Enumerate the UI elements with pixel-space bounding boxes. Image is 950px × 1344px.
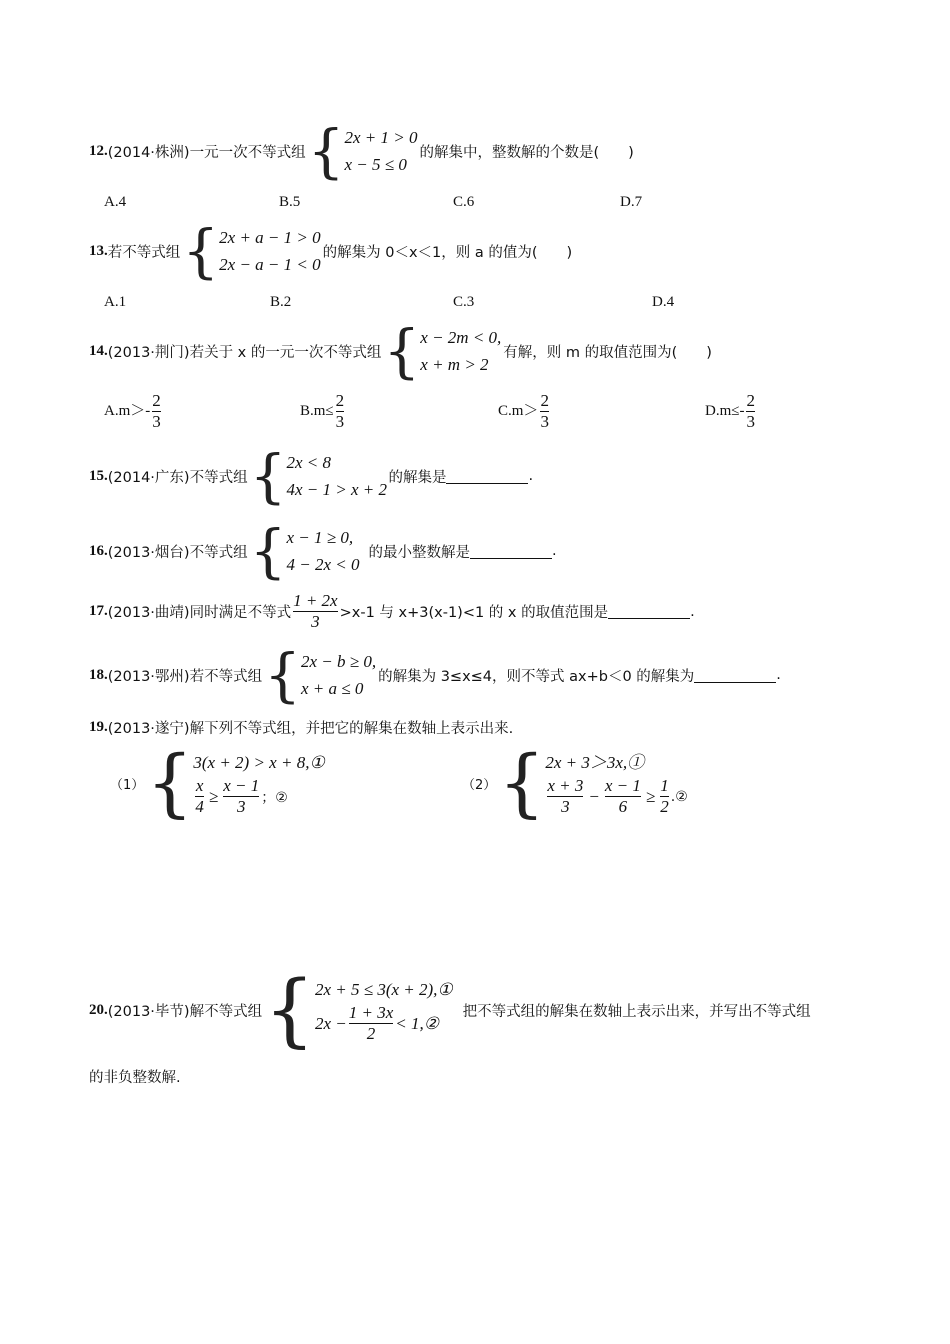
question-suffix: 有解，则 m 的取值范围为( ) bbox=[503, 344, 712, 361]
fraction-denominator: 3 bbox=[540, 412, 549, 431]
question-19 bbox=[89, 717, 513, 738]
answer-blank[interactable] bbox=[470, 544, 552, 559]
question-prefix: (2013·毕节)解不等式组 bbox=[107, 1003, 263, 1020]
option-c: C.3 bbox=[453, 294, 475, 310]
option-d: D.7 bbox=[620, 194, 643, 210]
q19-part-2 bbox=[462, 740, 690, 826]
question-number: 13. bbox=[89, 242, 108, 259]
brace-icon: { bbox=[249, 517, 287, 585]
fraction-denominator: 3 bbox=[236, 797, 246, 816]
inequality-system bbox=[383, 317, 502, 385]
option-a: A.1 bbox=[104, 294, 127, 310]
brace-icon: { bbox=[249, 442, 287, 510]
option-a bbox=[104, 391, 163, 432]
question-number: 17. bbox=[89, 603, 108, 619]
answer-blank[interactable] bbox=[694, 668, 776, 683]
fraction-numerator: 2 bbox=[540, 391, 549, 410]
question-suffix: 的解集是 bbox=[388, 469, 447, 486]
system-line: 4 − 2x < 0 bbox=[286, 555, 360, 574]
question-number: 18. bbox=[89, 666, 108, 683]
inequality-system bbox=[249, 517, 367, 585]
option-b: B.5 bbox=[279, 194, 301, 210]
fraction-numerator: 1 bbox=[660, 776, 669, 795]
fraction-denominator: 3 bbox=[152, 412, 161, 431]
fraction-numerator: x bbox=[195, 776, 204, 795]
operator: ≥ bbox=[645, 786, 656, 806]
fraction-numerator: x − 1 bbox=[223, 776, 260, 795]
option-b bbox=[300, 391, 346, 432]
inequality-system bbox=[146, 740, 325, 826]
option-label: A.m＞- bbox=[104, 402, 151, 419]
question-prefix: (2013·荆门)若关于 x 的一元一次不等式组 bbox=[107, 344, 382, 361]
fraction-numerator: 2 bbox=[335, 391, 345, 410]
answer-blank[interactable] bbox=[446, 469, 528, 484]
option-d bbox=[705, 391, 757, 432]
inequality-system bbox=[264, 963, 453, 1056]
fraction-numerator: x + 3 bbox=[547, 776, 584, 795]
question-number: 16. bbox=[89, 542, 108, 559]
question-suffix: 的解集为 3≤x≤4，则不等式 ax+b＜0 的解集为 bbox=[378, 668, 695, 685]
option-a: A.4 bbox=[104, 194, 127, 210]
period: . bbox=[776, 667, 781, 683]
question-number: 15. bbox=[89, 467, 108, 484]
fraction-denominator: 3 bbox=[335, 412, 345, 431]
question-prefix: (2013·曲靖)同时满足不等式 bbox=[107, 605, 292, 621]
q19-part-1 bbox=[110, 740, 327, 826]
circled-number: ；② bbox=[261, 789, 288, 806]
fraction-denominator: 3 bbox=[746, 412, 755, 431]
fraction-denominator: 6 bbox=[618, 797, 628, 816]
system-line bbox=[193, 776, 324, 817]
inequality-system bbox=[182, 217, 321, 285]
question-17 bbox=[89, 591, 695, 632]
fraction-denominator: 2 bbox=[660, 797, 669, 816]
option-label: C.m＞ bbox=[498, 402, 539, 419]
question-suffix: 的解集为 0＜x＜1，则 a 的值为( ) bbox=[322, 244, 573, 261]
period: . bbox=[528, 468, 534, 484]
question-prefix: (2013·鄂州)若不等式组 bbox=[107, 668, 263, 685]
question-14 bbox=[89, 317, 712, 385]
question-prefix: (2013·烟台)不等式组 bbox=[107, 544, 248, 561]
expression-part: 2x − bbox=[314, 1013, 347, 1033]
question-suffix: >x-1 与 x+3(x-1)<1 的 x 的取值范围是 bbox=[339, 605, 609, 621]
system-line: 2x − b ≥ 0, bbox=[300, 652, 377, 671]
system-line: 2x − a − 1 < 0 bbox=[219, 255, 321, 274]
fraction-numerator: 1 + 2x bbox=[293, 591, 338, 610]
option-d: D.4 bbox=[652, 294, 675, 310]
question-suffix: 的最小整数解是 bbox=[368, 544, 470, 561]
option-c bbox=[498, 391, 551, 432]
brace-icon: { bbox=[307, 117, 345, 185]
system-line: x + m > 2 bbox=[420, 355, 489, 374]
option-label: D.m≤- bbox=[705, 402, 745, 419]
question-12 bbox=[89, 117, 634, 185]
question-suffix: 的解集中，整数解的个数是( ) bbox=[419, 144, 634, 161]
expression-part: < 1,② bbox=[395, 1013, 440, 1033]
fraction-numerator: 2 bbox=[746, 391, 755, 410]
operator: ≥ bbox=[208, 786, 219, 806]
question-16 bbox=[89, 517, 557, 585]
system-line: x − 2m < 0, bbox=[420, 328, 502, 347]
question-13 bbox=[89, 217, 573, 285]
period: . bbox=[551, 543, 557, 559]
question-15 bbox=[89, 442, 534, 510]
system-line bbox=[545, 776, 687, 817]
question-number: 19. bbox=[89, 719, 108, 735]
question-text: (2013·遂宁)解下列不等式组，并把它的解集在数轴上表示出来. bbox=[107, 721, 514, 737]
brace-icon: { bbox=[383, 317, 421, 385]
question-number: 20. bbox=[89, 1001, 108, 1018]
fraction-denominator: 2 bbox=[366, 1024, 376, 1043]
option-label: B.m≤ bbox=[300, 402, 334, 419]
inequality-system bbox=[498, 740, 688, 826]
option-c: C.6 bbox=[453, 194, 475, 210]
fraction bbox=[293, 591, 338, 632]
system-line: 3(x + 2) > x + 8,① bbox=[193, 753, 325, 772]
inequality-system bbox=[249, 442, 387, 510]
answer-blank[interactable] bbox=[608, 604, 690, 619]
question-18 bbox=[89, 641, 781, 709]
question-suffix: 把不等式组的解集在数轴上表示出来，并写出不等式组 bbox=[462, 1003, 811, 1020]
brace-icon: { bbox=[146, 740, 194, 826]
system-line: x − 1 ≥ 0, bbox=[286, 528, 354, 547]
question-prefix: 若不等式组 bbox=[107, 244, 181, 261]
system-line: 2x + 3＞3x,① bbox=[545, 753, 645, 772]
question-prefix: (2014·广东)不等式组 bbox=[107, 469, 248, 486]
inequality-system bbox=[264, 641, 377, 709]
question-number: 12. bbox=[89, 142, 108, 159]
system-line: 2x + 1 > 0 bbox=[344, 128, 418, 147]
question-prefix: (2014·株洲)一元一次不等式组 bbox=[107, 144, 306, 161]
operator: − bbox=[588, 786, 600, 806]
fraction-denominator: 4 bbox=[195, 797, 204, 816]
part-label: （1） bbox=[110, 777, 145, 793]
system-line: 2x + 5 ≤ 3(x + 2),① bbox=[314, 980, 453, 999]
circled-number: .② bbox=[670, 788, 688, 805]
system-line: 2x < 8 bbox=[286, 453, 332, 472]
system-line bbox=[315, 1003, 453, 1044]
period: . bbox=[690, 603, 695, 620]
question-continuation: 的非负整数解. bbox=[89, 1070, 181, 1086]
part-label: （2） bbox=[462, 777, 497, 793]
question-number: 14. bbox=[89, 342, 108, 359]
system-line: 2x + a − 1 > 0 bbox=[219, 228, 321, 247]
option-b: B.2 bbox=[270, 294, 292, 310]
fraction-denominator: 3 bbox=[561, 797, 570, 816]
fraction-numerator: x − 1 bbox=[604, 776, 641, 795]
system-line: 4x − 1 > x + 2 bbox=[286, 480, 387, 499]
brace-icon: { bbox=[182, 217, 220, 285]
brace-icon: { bbox=[498, 740, 546, 826]
inequality-system bbox=[307, 117, 418, 185]
fraction-numerator: 1 + 3x bbox=[348, 1003, 394, 1022]
system-line: x + a ≤ 0 bbox=[300, 679, 364, 698]
fraction-numerator: 2 bbox=[152, 391, 161, 410]
question-20 bbox=[89, 963, 811, 1056]
fraction-denominator: 3 bbox=[311, 612, 320, 631]
brace-icon: { bbox=[264, 963, 315, 1056]
brace-icon: { bbox=[264, 641, 301, 709]
system-line: x − 5 ≤ 0 bbox=[344, 155, 407, 174]
